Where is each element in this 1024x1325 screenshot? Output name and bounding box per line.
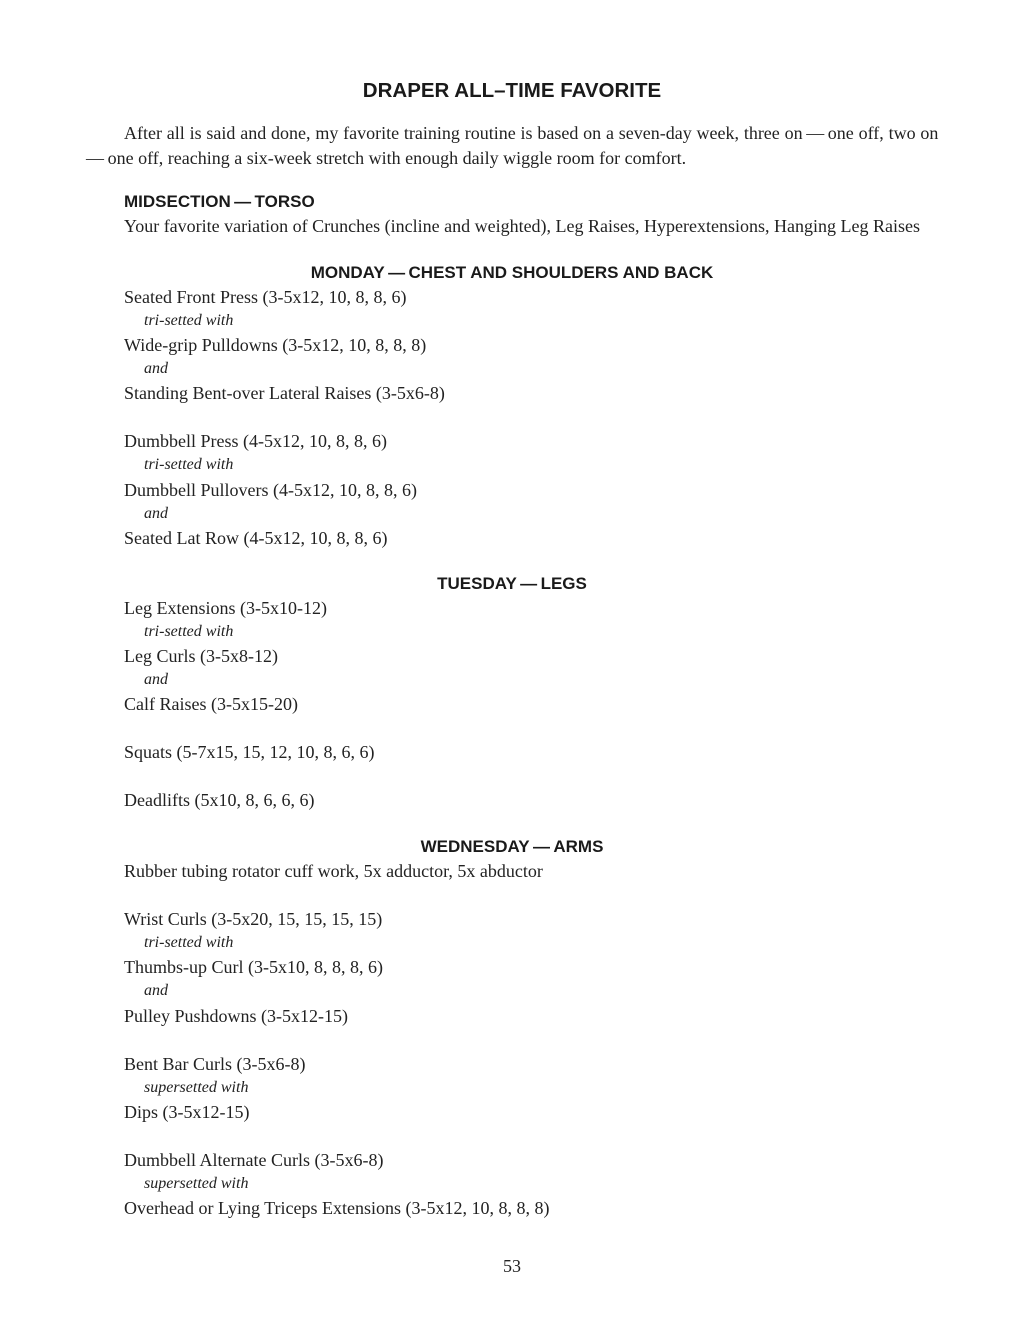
monday-heading: MONDAY — CHEST AND SHOULDERS AND BACK bbox=[310, 263, 714, 282]
tuesday-connector-1: tri-setted with bbox=[144, 623, 234, 640]
monday-connector-2: and bbox=[144, 360, 168, 377]
monday-exercise-4: Dumbbell Press (4-5x12, 10, 8, 8, 6) bbox=[124, 431, 387, 451]
page-number: 53 bbox=[503, 1256, 521, 1276]
wednesday-exercise-2: Wrist Curls (3-5x20, 15, 15, 15, 15) bbox=[124, 909, 383, 929]
monday-connector-1: tri-setted with bbox=[144, 312, 234, 329]
intro-paragraph: After all is said and done, my favorite training routine is based on a seven-day week, three on — one off, two on — one off, reaching a six-week stretch with enough daily wiggle room for comfort. bbox=[86, 123, 942, 168]
page-title: DRAPER ALL–TIME FAVORITE bbox=[362, 79, 662, 102]
wednesday-connector-3: supersetted with bbox=[144, 1079, 249, 1096]
wednesday-heading: WEDNESDAY — ARMS bbox=[420, 837, 604, 856]
wednesday-exercise-8: Overhead or Lying Triceps Extensions (3-5x12, 10, 8, 8, 8) bbox=[124, 1198, 550, 1218]
wednesday-exercise-4: Pulley Pushdowns (3-5x12-15) bbox=[124, 1006, 348, 1026]
monday-exercise-5: Dumbbell Pullovers (4-5x12, 10, 8, 8, 6) bbox=[124, 480, 417, 500]
wednesday-connector-4: supersetted with bbox=[144, 1175, 249, 1192]
wednesday-exercise-3: Thumbs-up Curl (3-5x10, 8, 8, 8, 6) bbox=[124, 957, 383, 977]
tuesday-connector-2: and bbox=[144, 671, 168, 688]
tuesday-heading: TUESDAY — LEGS bbox=[437, 574, 587, 593]
midsection-heading: MIDSECTION — TORSO bbox=[124, 192, 315, 211]
wednesday-exercise-7: Dumbbell Alternate Curls (3-5x6-8) bbox=[124, 1150, 384, 1170]
monday-connector-4: and bbox=[144, 505, 168, 522]
tuesday-exercise-1: Leg Extensions (3-5x10-12) bbox=[124, 598, 327, 618]
midsection-text: Your favorite variation of Crunches (incline and weighted), Leg Raises, Hyperextensions, Hanging Leg Raises bbox=[124, 216, 920, 236]
wednesday-connector-2: and bbox=[144, 982, 168, 999]
wednesday-exercise-1: Rubber tubing rotator cuff work, 5x adductor, 5x abductor bbox=[124, 861, 543, 881]
tuesday-exercise-5: Deadlifts (5x10, 8, 6, 6, 6) bbox=[124, 790, 315, 810]
monday-exercise-3: Standing Bent-over Lateral Raises (3-5x6-8) bbox=[124, 383, 445, 403]
monday-connector-3: tri-setted with bbox=[144, 456, 234, 473]
tuesday-exercise-3: Calf Raises (3-5x15-20) bbox=[124, 694, 298, 714]
monday-exercise-1: Seated Front Press (3-5x12, 10, 8, 8, 6) bbox=[124, 287, 407, 307]
tuesday-exercise-2: Leg Curls (3-5x8-12) bbox=[124, 646, 278, 666]
wednesday-exercise-6: Dips (3-5x12-15) bbox=[124, 1102, 250, 1122]
monday-exercise-6: Seated Lat Row (4-5x12, 10, 8, 8, 6) bbox=[124, 528, 388, 548]
tuesday-exercise-4: Squats (5-7x15, 15, 12, 10, 8, 6, 6) bbox=[124, 742, 375, 762]
wednesday-exercise-5: Bent Bar Curls (3-5x6-8) bbox=[124, 1054, 306, 1074]
monday-exercise-2: Wide-grip Pulldowns (3-5x12, 10, 8, 8, 8) bbox=[124, 335, 427, 355]
wednesday-connector-1: tri-setted with bbox=[144, 934, 234, 951]
